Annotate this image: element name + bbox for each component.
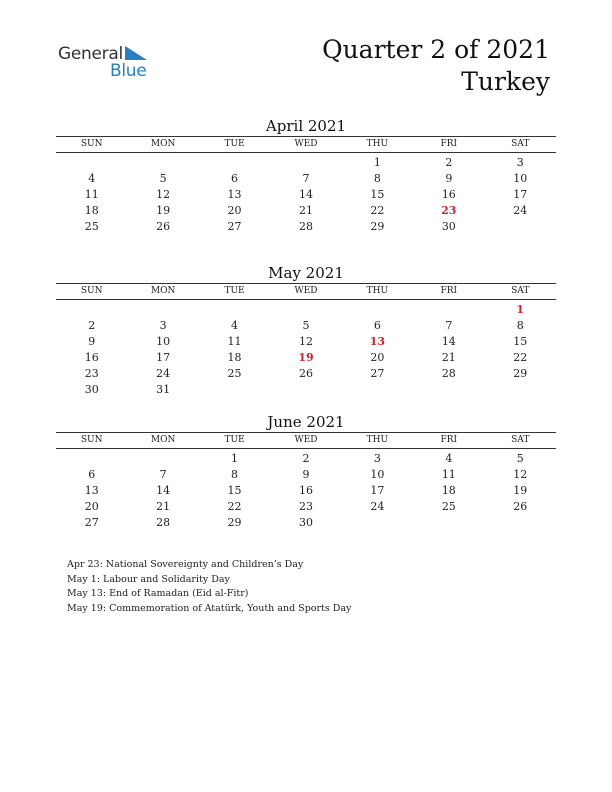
day-cell: 9 — [88, 335, 96, 348]
month-may — [56, 263, 556, 398]
day-cell: 6 — [231, 172, 239, 185]
day-cell: 1 — [373, 156, 381, 169]
week-row — [56, 366, 556, 382]
day-cell: 8 — [516, 319, 524, 332]
day-cell: 9 — [302, 468, 310, 481]
day-cell: 31 — [156, 383, 171, 396]
weekday-label: SUN — [80, 139, 103, 149]
week-row — [56, 467, 556, 483]
day-cell — [199, 382, 270, 398]
week-row — [56, 382, 556, 398]
month-title: May 2021 — [268, 264, 344, 282]
day-cell — [342, 515, 413, 531]
day-cell — [413, 515, 484, 531]
day-cell: 21 — [441, 351, 456, 364]
week-row — [56, 499, 556, 515]
day-cell: 15 — [513, 335, 528, 348]
day-cell: 21 — [156, 500, 171, 513]
day-cell: 3 — [159, 319, 167, 332]
day-cell — [127, 155, 198, 171]
day-cell — [485, 382, 556, 398]
day-cell: 8 — [231, 468, 239, 481]
day-cell: 13 — [84, 484, 99, 497]
day-cell: 13 — [227, 188, 242, 201]
day-cell: 17 — [156, 351, 171, 364]
day-cell: 29 — [370, 220, 385, 233]
day-cell — [270, 155, 341, 171]
week-row — [56, 187, 556, 203]
day-cell: 22 — [370, 204, 385, 217]
day-cell: 2 — [445, 156, 453, 169]
day-cell — [56, 155, 127, 171]
day-cell: 28 — [441, 367, 456, 380]
week-row — [56, 451, 556, 467]
day-cell: 18 — [84, 204, 99, 217]
weekday-label: FRI — [440, 286, 458, 296]
day-cell: 26 — [298, 367, 313, 380]
weekday-label: SAT — [511, 435, 530, 445]
week-row — [56, 515, 556, 531]
day-cell: 16 — [298, 484, 313, 497]
day-cell: 30 — [84, 383, 99, 396]
weekday-label: SUN — [80, 435, 103, 445]
day-cell: 27 — [370, 367, 385, 380]
day-cell: 30 — [298, 516, 313, 529]
day-cell — [270, 382, 341, 398]
weekday-label: WED — [294, 286, 318, 296]
holiday-note: Apr 23: National Sovereignty and Children’s Day — [67, 559, 304, 570]
day-cell: 16 — [84, 351, 99, 364]
day-cell: 19 — [156, 204, 171, 217]
weekday-label: THU — [366, 286, 389, 296]
logo-blue-text: Blue — [110, 61, 147, 81]
day-cell: 1 — [231, 452, 239, 465]
day-cell: 9 — [445, 172, 453, 185]
title-block — [322, 34, 550, 98]
holiday-note: May 1: Labour and Solidarity Day — [67, 573, 230, 585]
month-april — [56, 116, 556, 235]
day-cell: 17 — [370, 484, 385, 497]
day-cell: 6 — [88, 468, 96, 481]
day-cell: 26 — [513, 500, 528, 513]
day-cell: 3 — [516, 156, 524, 169]
day-cell: 10 — [513, 172, 528, 185]
weekday-label: THU — [366, 139, 389, 149]
holiday-note: May 13: End of Ramadan (Eid al-Fitr) — [67, 588, 249, 599]
day-cell — [127, 302, 198, 318]
holiday-day-cell: 19 — [298, 351, 314, 364]
day-cell: 18 — [441, 484, 456, 497]
day-cell: 28 — [156, 516, 171, 529]
weekday-label: TUE — [224, 286, 245, 296]
week-row — [56, 334, 556, 350]
day-cell: 14 — [156, 484, 171, 497]
day-cell: 12 — [298, 335, 313, 348]
week-row — [56, 318, 556, 334]
day-cell: 5 — [302, 319, 310, 332]
weekday-label: TUE — [224, 435, 245, 445]
weekday-header-row — [56, 136, 556, 153]
day-cell: 27 — [227, 220, 242, 233]
day-cell: 18 — [227, 351, 242, 364]
day-cell: 11 — [84, 188, 99, 201]
holiday-day-cell: 23 — [441, 204, 457, 217]
day-cell: 19 — [513, 484, 528, 497]
weekday-label: MON — [150, 286, 176, 296]
day-cell — [270, 302, 341, 318]
day-cell: 6 — [373, 319, 381, 332]
day-cell — [56, 451, 127, 467]
day-cell — [413, 382, 484, 398]
month-title: April 2021 — [265, 117, 347, 135]
day-cell: 7 — [159, 468, 167, 481]
week-row — [56, 350, 556, 366]
day-cell: 12 — [156, 188, 171, 201]
day-cell: 20 — [227, 204, 242, 217]
day-cell: 11 — [227, 335, 242, 348]
month-title: June 2021 — [267, 413, 345, 431]
weekday-label: MON — [150, 139, 176, 149]
day-cell: 25 — [441, 500, 456, 513]
day-cell — [485, 515, 556, 531]
day-cell — [199, 302, 270, 318]
holiday-notes — [67, 558, 351, 616]
day-cell: 24 — [156, 367, 171, 380]
weekday-label: FRI — [440, 435, 458, 445]
day-cell: 2 — [88, 319, 96, 332]
day-cell: 14 — [298, 188, 313, 201]
day-cell: 14 — [441, 335, 456, 348]
day-cell: 4 — [88, 172, 96, 185]
week-row — [56, 155, 556, 171]
day-cell — [342, 302, 413, 318]
day-cell: 29 — [227, 516, 242, 529]
day-cell: 11 — [441, 468, 456, 481]
month-june — [56, 412, 556, 531]
country-title: Turkey — [461, 67, 550, 96]
day-cell — [342, 382, 413, 398]
day-cell: 10 — [370, 468, 385, 481]
weekday-label: FRI — [440, 139, 458, 149]
day-cell: 10 — [156, 335, 171, 348]
day-cell — [127, 451, 198, 467]
day-cell: 5 — [159, 172, 167, 185]
holiday-day-cell: 1 — [516, 303, 525, 316]
day-cell: 7 — [445, 319, 453, 332]
day-cell: 26 — [156, 220, 171, 233]
day-cell: 17 — [513, 188, 528, 201]
day-cell: 4 — [231, 319, 239, 332]
week-row — [56, 219, 556, 235]
day-cell: 12 — [513, 468, 528, 481]
day-cell: 21 — [298, 204, 313, 217]
weekday-label: SAT — [511, 286, 530, 296]
day-cell: 23 — [84, 367, 99, 380]
day-cell: 4 — [445, 452, 453, 465]
day-cell: 30 — [441, 220, 456, 233]
week-row — [56, 203, 556, 219]
day-cell: 29 — [513, 367, 528, 380]
day-cell: 22 — [227, 500, 242, 513]
logo — [58, 42, 168, 82]
day-cell: 5 — [516, 452, 524, 465]
day-cell: 8 — [373, 172, 381, 185]
quarter-title: Quarter 2 of 2021 — [322, 35, 550, 64]
weekday-label: TUE — [224, 139, 245, 149]
weekday-label: SAT — [511, 139, 530, 149]
day-cell: 28 — [298, 220, 313, 233]
day-cell: 25 — [227, 367, 242, 380]
weekday-header-row — [56, 432, 556, 449]
day-cell: 3 — [373, 452, 381, 465]
day-cell: 7 — [302, 172, 310, 185]
weekday-label: SUN — [80, 286, 103, 296]
weekday-label: THU — [366, 435, 389, 445]
day-cell: 15 — [370, 188, 385, 201]
day-cell — [485, 219, 556, 235]
day-cell: 24 — [513, 204, 528, 217]
day-cell: 22 — [513, 351, 528, 364]
weekday-label: WED — [294, 435, 318, 445]
weekday-header-row — [56, 283, 556, 300]
day-cell: 16 — [441, 188, 456, 201]
week-row — [56, 171, 556, 187]
day-cell: 15 — [227, 484, 242, 497]
holiday-day-cell: 13 — [369, 335, 386, 348]
day-cell: 24 — [370, 500, 385, 513]
day-cell: 20 — [370, 351, 385, 364]
weekday-label: MON — [150, 435, 176, 445]
week-row — [56, 302, 556, 318]
day-cell — [199, 155, 270, 171]
logo-general-text: General — [58, 44, 123, 64]
week-row — [56, 483, 556, 499]
day-cell: 25 — [84, 220, 99, 233]
weekday-label: WED — [294, 139, 318, 149]
day-cell: 2 — [302, 452, 310, 465]
day-cell — [56, 302, 127, 318]
day-cell — [413, 302, 484, 318]
holiday-note: May 19: Commemoration of Atatürk, Youth and Sports Day — [67, 602, 352, 614]
day-cell: 23 — [298, 500, 313, 513]
day-cell: 20 — [84, 500, 99, 513]
day-cell: 27 — [84, 516, 99, 529]
